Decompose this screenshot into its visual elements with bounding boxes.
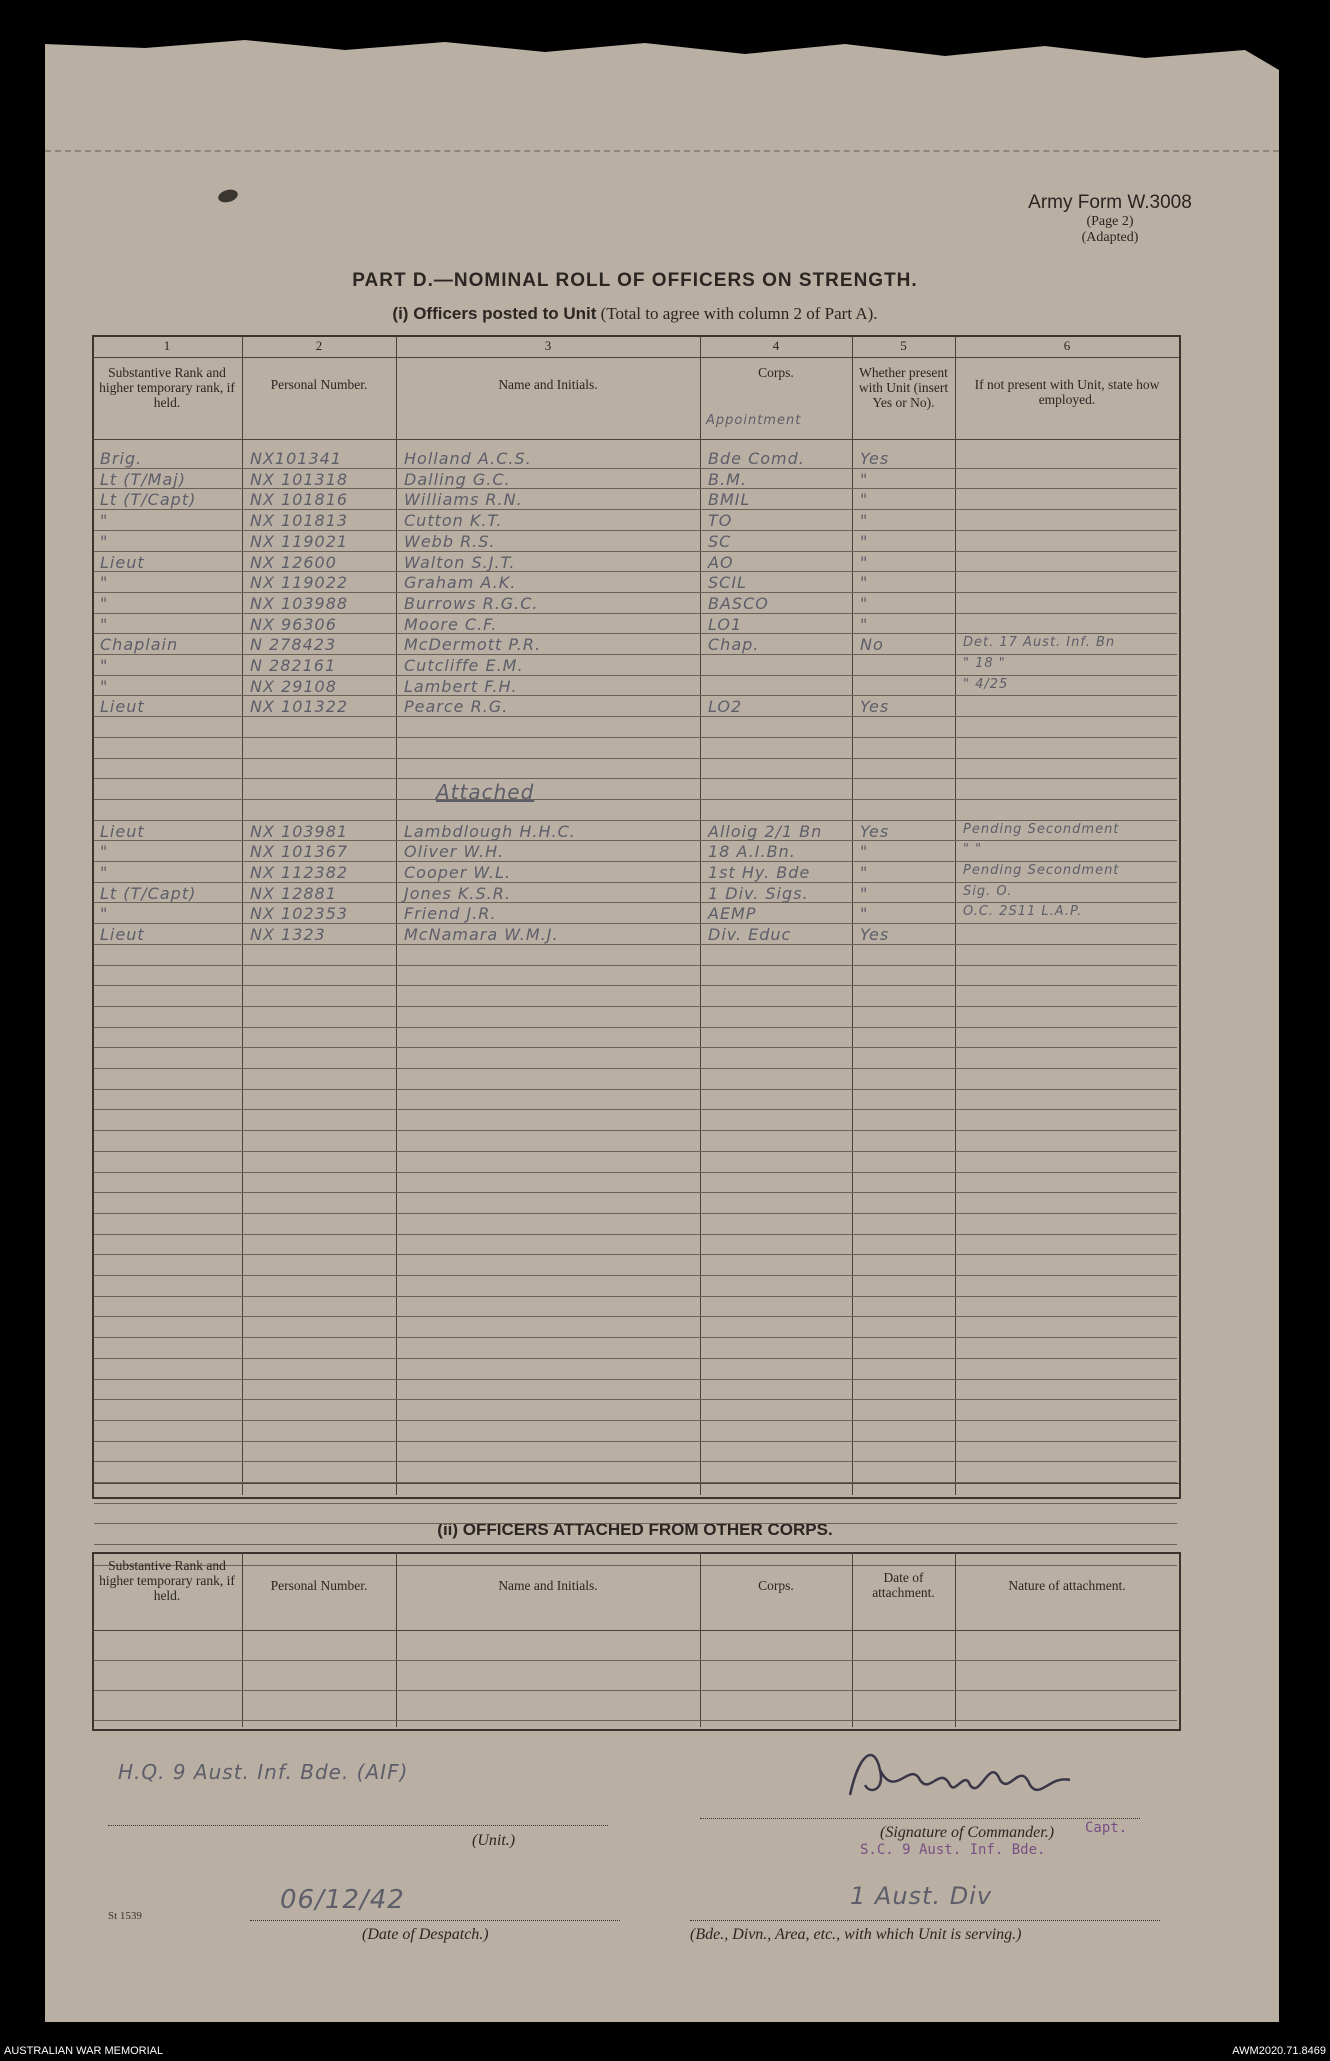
personal-number-entry: NX 119022	[250, 573, 349, 593]
subtitle-bold: (i) Officers posted to Unit	[392, 304, 597, 323]
present-entry: "	[860, 883, 869, 903]
table-bottom-line	[92, 1483, 1179, 1484]
ruled-line	[94, 1275, 1177, 1276]
unit-line	[108, 1825, 608, 1826]
name-entry: Cutton K.T.	[404, 511, 503, 531]
column-header: Date of attachment.	[872, 1570, 935, 1600]
personal-number-entry: NX 112382	[250, 863, 349, 882]
ruled-line	[94, 1192, 1177, 1193]
present-entry: "	[860, 531, 869, 551]
name-entry: Pearce R.G.	[404, 697, 509, 717]
ruled-line	[94, 1234, 1177, 1235]
ruled-line	[94, 1720, 1177, 1721]
corps-entry: LO2	[708, 697, 743, 717]
rank-entry: "	[100, 511, 109, 531]
column-header: Substantive Rank and higher temporary rank, if held.	[99, 365, 235, 410]
rank-entry: Chaplain	[100, 635, 179, 655]
rank-entry: "	[100, 904, 109, 924]
corps-entry: 18 A.I.Bn.	[708, 842, 796, 862]
date-caption: (Date of Despatch.)	[362, 1926, 489, 1943]
corps-entry: Bde Comd.	[708, 449, 805, 468]
corps-entry: AO	[708, 552, 734, 572]
date-line	[250, 1920, 620, 1921]
name-entry: Oliver W.H.	[404, 842, 505, 862]
column-divider	[396, 1552, 397, 1727]
stamp-rank: Capt.	[1085, 1820, 1128, 1836]
column-number: 1	[163, 338, 171, 353]
division-value: 1 Aust. Div	[850, 1882, 993, 1910]
date-value: 06/12/42	[280, 1885, 405, 1915]
column-number: 3	[544, 338, 552, 353]
name-entry: Moore C.F.	[404, 614, 498, 634]
column-header: If not present with Unit, state how employed.	[974, 377, 1160, 407]
rank-entry: Lieut	[100, 821, 145, 841]
form-number	[990, 192, 1230, 246]
stamp-unit: S.C. 9 Aust. Inf. Bde.	[860, 1842, 1046, 1858]
rank-entry: Lieut	[100, 552, 145, 572]
personal-number-entry: NX 96306	[250, 614, 337, 634]
ruled-line	[94, 1151, 1177, 1152]
name-entry: Graham A.K.	[404, 573, 517, 593]
personal-number-entry: NX 101318	[250, 469, 349, 489]
column-header: Substantive Rank and higher temporary rank, if held.	[99, 1558, 235, 1603]
header-row-line	[92, 439, 1179, 440]
corps-entry: SCIL	[708, 573, 747, 593]
rank-entry: "	[100, 531, 109, 551]
corps-entry: SC	[708, 531, 732, 551]
ruled-line	[94, 1172, 1177, 1173]
name-entry: Cooper W.L.	[404, 863, 512, 882]
perforation-line	[45, 150, 1279, 152]
form-page: (Page 2)	[1086, 214, 1134, 229]
personal-number-entry: NX 102353	[250, 904, 349, 924]
column-number: 6	[1063, 338, 1071, 353]
column-number: 4	[772, 338, 780, 353]
ruled-line	[94, 1027, 1177, 1028]
present-entry: "	[860, 469, 869, 489]
ruled-line	[94, 1379, 1177, 1380]
name-entry: Lambdlough H.H.C.	[404, 821, 576, 841]
form-adapted: (Adapted)	[1081, 230, 1139, 245]
column-header: Corps.	[758, 1578, 794, 1593]
unit-caption: (Unit.)	[472, 1832, 516, 1849]
present-entry: "	[860, 552, 869, 572]
rank-entry: Lieut	[100, 925, 145, 945]
personal-number-entry: NX101341	[250, 449, 343, 468]
name-entry: Webb R.S.	[404, 531, 496, 551]
personal-number-entry: NX 101322	[250, 697, 349, 717]
rank-entry: Lt (T/Capt)	[100, 490, 197, 510]
personal-number-entry: N 282161	[250, 656, 337, 675]
ruled-line	[94, 1523, 1177, 1524]
unit-value: H.Q. 9 Aust. Inf. Bde. (AIF)	[118, 1760, 409, 1784]
present-entry: "	[860, 614, 869, 634]
ruled-line	[94, 820, 1177, 821]
torn-edge	[45, 40, 1279, 70]
ruled-line	[94, 1047, 1177, 1048]
personal-number-entry: NX 12600	[250, 552, 337, 572]
column-header: Corps.	[758, 365, 794, 380]
rank-entry: "	[100, 593, 109, 613]
employment-entry: " 18 "	[963, 656, 1006, 671]
part-d-ii-title: (ii) OFFICERS ATTACHED FROM OTHER CORPS.	[437, 1520, 833, 1539]
column-header: Name and Initials.	[498, 377, 598, 392]
part-d-title: PART D.—NOMINAL ROLL OF OFFICERS ON STRENGTH.	[352, 270, 918, 291]
header-row-line	[92, 1630, 1179, 1631]
personal-number-entry: NX 101367	[250, 842, 349, 862]
corps-entry: TO	[708, 511, 733, 531]
ruled-line	[94, 1420, 1177, 1421]
ruled-line	[94, 1461, 1177, 1462]
name-entry: McDermott P.R.	[404, 635, 542, 655]
corps-entry: B.M.	[708, 469, 747, 489]
present-entry: "	[860, 511, 869, 531]
personal-number-entry: NX 103988	[250, 593, 349, 613]
corps-entry: Chap.	[708, 635, 760, 655]
ruled-line	[94, 778, 1177, 779]
corps-entry: BMIL	[708, 490, 751, 510]
ruled-line	[94, 1006, 1177, 1007]
name-entry: Burrows R.G.C.	[404, 593, 539, 613]
name-entry: Cutcliffe E.M.	[404, 656, 524, 675]
column-divider	[242, 1552, 243, 1727]
personal-number-entry: NX 1323	[250, 925, 326, 945]
footer-right: AWM2020.71.8469	[1232, 2045, 1326, 2057]
present-entry: Yes	[860, 449, 890, 468]
present-entry: Yes	[860, 925, 890, 945]
ruled-line	[94, 1316, 1177, 1317]
ruled-line	[94, 1399, 1177, 1400]
name-entry: Walton S.J.T.	[404, 552, 516, 572]
present-entry: "	[860, 573, 869, 593]
corps-entry: BASCO	[708, 593, 769, 613]
employment-entry: Pending Secondment	[963, 821, 1120, 837]
column-number: 5	[900, 338, 907, 353]
column-header: Name and Initials.	[498, 1578, 598, 1593]
ruled-line	[94, 1441, 1177, 1442]
rank-entry: "	[100, 656, 109, 675]
ruled-line	[94, 1660, 1177, 1661]
rank-entry: "	[100, 863, 109, 882]
ruled-line	[94, 985, 1177, 986]
name-entry: Dalling G.C.	[404, 469, 511, 489]
rank-entry: "	[100, 614, 109, 634]
present-entry: Yes	[860, 697, 890, 717]
personal-number-entry: NX 29108	[250, 676, 337, 696]
column-header: Personal Number.	[270, 377, 368, 392]
ruled-line	[94, 965, 1177, 966]
print-code: St 1539	[108, 1910, 142, 1922]
corps-entry: Alloig 2/1 Bn	[708, 821, 823, 841]
column-divider	[955, 1552, 956, 1727]
employment-entry: Sig. O.	[963, 883, 1013, 899]
ruled-line	[94, 1296, 1177, 1297]
signature-line	[700, 1818, 1140, 1819]
present-entry: "	[860, 593, 869, 613]
ruled-line	[94, 1503, 1177, 1504]
column-header: Nature of attachment.	[1008, 1578, 1126, 1593]
ruled-line	[94, 1213, 1177, 1214]
column-header: Personal Number.	[270, 1578, 368, 1593]
name-entry: Holland A.C.S.	[404, 449, 532, 468]
name-entry: Friend J.R.	[404, 904, 497, 924]
ruled-line	[94, 1690, 1177, 1691]
rank-entry: Lt (T/Capt)	[100, 883, 197, 903]
corps-entry: AEMP	[708, 904, 757, 924]
ruled-line	[94, 1089, 1177, 1090]
employment-entry: Det. 17 Aust. Inf. Bn	[963, 635, 1116, 651]
corps-entry: 1 Div. Sigs.	[708, 883, 809, 903]
present-entry: "	[860, 490, 869, 510]
employment-entry: " "	[963, 842, 983, 858]
subtitle-rest: (Total to agree with column 2 of Part A).	[596, 304, 878, 323]
colnum-row-line	[92, 357, 1179, 358]
corps-entry: Div. Educ	[708, 925, 792, 945]
rank-entry: "	[100, 842, 109, 862]
column-divider	[700, 1552, 701, 1727]
footer-left: AUSTRALIAN WAR MEMORIAL	[4, 2045, 164, 2057]
ruled-line	[94, 1544, 1177, 1545]
name-entry: Lambert F.H.	[404, 676, 518, 696]
commander-signature	[840, 1740, 1080, 1810]
column-number: 2	[315, 338, 323, 353]
corps-entry: LO1	[708, 614, 743, 634]
rank-entry: Lt (T/Maj)	[100, 469, 186, 489]
present-entry: Yes	[860, 821, 890, 841]
column-divider	[852, 1552, 853, 1727]
personal-number-entry: NX 119021	[250, 531, 349, 551]
personal-number-entry: N 278423	[250, 635, 337, 655]
ruled-line	[94, 1254, 1177, 1255]
ruled-line	[94, 1358, 1177, 1359]
part-d-subtitle	[250, 304, 1020, 324]
name-entry: McNamara W.M.J.	[404, 925, 559, 945]
ruled-line	[94, 737, 1177, 738]
rank-entry: Brig.	[100, 449, 143, 468]
employment-entry: O.C. 2S11 L.A.P.	[963, 904, 1083, 920]
ruled-line	[94, 1109, 1177, 1110]
rank-entry: "	[100, 573, 109, 593]
personal-number-entry: NX 101816	[250, 490, 349, 510]
attached-heading: Attached	[436, 780, 535, 805]
present-entry: "	[860, 842, 869, 862]
corps-entry: 1st Hy. Bde	[708, 863, 811, 882]
column-header: Whether present with Unit (insert Yes or No).	[858, 365, 949, 410]
personal-number-entry: NX 12881	[250, 883, 337, 903]
ruled-line	[94, 1337, 1177, 1338]
rank-entry: "	[100, 676, 109, 696]
present-entry: "	[860, 904, 869, 924]
name-entry: Jones K.S.R.	[404, 883, 511, 903]
form-title: Army Form W.3008	[1028, 192, 1192, 213]
signature-caption: (Signature of Commander.)	[880, 1824, 1055, 1841]
ruled-line	[94, 1068, 1177, 1069]
ruled-line	[94, 758, 1177, 759]
present-entry: No	[860, 635, 884, 655]
personal-number-entry: NX 103981	[250, 821, 349, 841]
rank-entry: Lieut	[100, 697, 145, 717]
personal-number-entry: NX 101813	[250, 511, 349, 531]
division-caption: (Bde., Divn., Area, etc., with which Unit is serving.)	[690, 1926, 1022, 1943]
ruled-line	[94, 799, 1177, 800]
present-entry: "	[860, 863, 869, 882]
ruled-line	[94, 1130, 1177, 1131]
name-entry: Williams R.N.	[404, 490, 523, 510]
employment-entry: " 4/25	[963, 676, 1009, 692]
corps-note: Appointment	[706, 413, 802, 428]
employment-entry: Pending Secondment	[963, 863, 1120, 878]
division-line	[690, 1920, 1160, 1921]
